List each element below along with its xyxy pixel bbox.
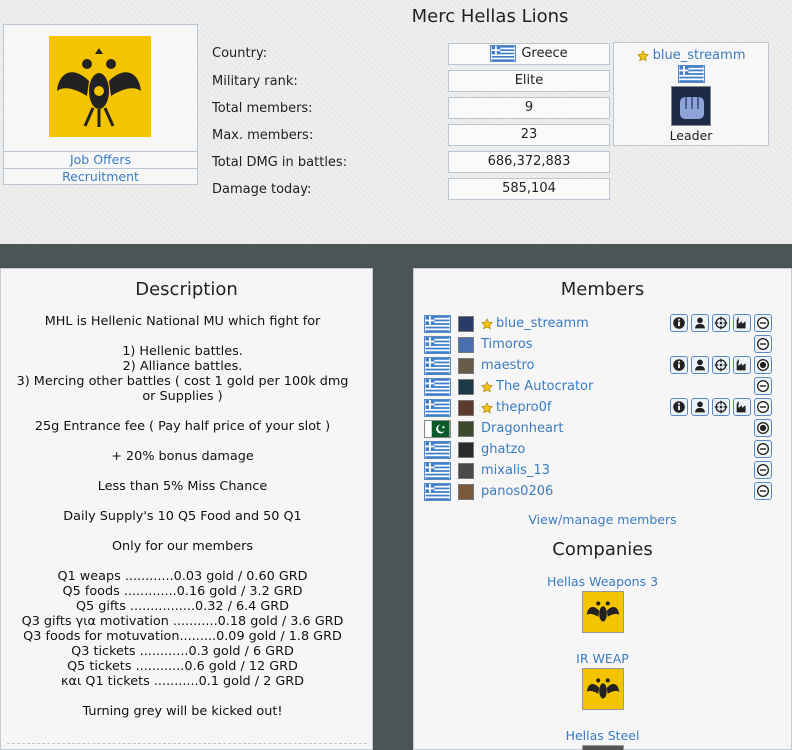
- member-row: [424, 419, 784, 440]
- unit-emblem-box: [3, 24, 198, 185]
- member-name-wrap: [481, 463, 550, 478]
- leader-card: [613, 42, 769, 146]
- company-logo[interactable]: [582, 591, 624, 633]
- country-name: Greece: [521, 46, 568, 61]
- remove-icon[interactable]: [754, 398, 772, 416]
- member-row: [424, 461, 784, 482]
- unit-emblem-image: [49, 36, 151, 137]
- fist-icon: [672, 87, 711, 126]
- factory-icon[interactable]: [733, 314, 751, 332]
- greece-flag-icon: [678, 65, 705, 83]
- stat-label-total-members: Total members:: [212, 101, 313, 116]
- factory-icon[interactable]: [733, 398, 751, 416]
- user-icon[interactable]: [691, 398, 709, 416]
- user-icon[interactable]: [691, 356, 709, 374]
- active-icon[interactable]: [754, 419, 772, 437]
- member-name-link[interactable]: thepro0f: [496, 400, 552, 415]
- recruitment-link[interactable]: Recruitment: [4, 168, 197, 185]
- companies-title: Companies: [552, 539, 653, 560]
- member-avatar[interactable]: [458, 337, 474, 353]
- user-icon[interactable]: [691, 314, 709, 332]
- stat-label-military-rank: Military rank:: [212, 74, 298, 89]
- member-row: [424, 440, 784, 461]
- company-name-link[interactable]: Hellas Steel: [565, 728, 640, 743]
- member-name-link[interactable]: The Autocrator: [496, 379, 594, 394]
- company-logo[interactable]: [582, 668, 624, 710]
- stat-value-max-members: 23: [448, 124, 610, 146]
- star-icon: [481, 402, 493, 414]
- greece-flag-icon: [490, 45, 516, 62]
- company-item: [414, 728, 791, 750]
- member-avatar[interactable]: [458, 379, 474, 395]
- company-logo[interactable]: [582, 745, 624, 750]
- member-row: [424, 482, 784, 503]
- greece-flag-icon: [424, 483, 451, 501]
- stat-value-damage-today: 585,104: [448, 178, 610, 200]
- double-headed-eagle-icon: [49, 36, 149, 136]
- description-divider: [7, 743, 367, 744]
- member-row: [424, 356, 784, 377]
- member-avatar[interactable]: [458, 316, 474, 332]
- remove-icon[interactable]: [754, 440, 772, 458]
- member-name-link[interactable]: Dragonheart: [481, 421, 564, 436]
- unit-title: Merc Hellas Lions: [411, 6, 569, 27]
- view-manage-members-link[interactable]: View/manage members: [528, 512, 677, 527]
- stat-value-military-rank: Elite: [448, 70, 610, 92]
- stat-label-country: Country:: [212, 46, 268, 61]
- stat-value-total-members: 9: [448, 97, 610, 119]
- description-title: Description: [135, 279, 238, 300]
- stat-label-total-dmg: Total DMG in battles:: [212, 155, 348, 170]
- member-avatar[interactable]: [458, 484, 474, 500]
- member-row: [424, 314, 784, 335]
- member-name-link[interactable]: panos0206: [481, 484, 554, 499]
- member-name-link[interactable]: ghatzo: [481, 442, 526, 457]
- member-avatar[interactable]: [458, 463, 474, 479]
- member-name-link[interactable]: blue_streamm: [496, 316, 589, 331]
- leader-name-link[interactable]: blue_streamm: [652, 48, 746, 63]
- member-avatar[interactable]: [458, 442, 474, 458]
- greece-flag-icon: [424, 357, 451, 375]
- member-row: [424, 335, 784, 356]
- remove-icon[interactable]: [754, 377, 772, 395]
- member-name-wrap: [481, 379, 593, 394]
- section-divider: [0, 244, 792, 268]
- leader-role-label: Leader: [669, 128, 713, 143]
- member-name-wrap: [481, 400, 551, 415]
- description-panel: [0, 268, 373, 750]
- member-avatar[interactable]: [458, 358, 474, 374]
- target-icon[interactable]: [712, 356, 730, 374]
- stat-label-max-members: Max. members:: [212, 128, 314, 143]
- members-panel: [413, 268, 792, 750]
- member-row: [424, 398, 784, 419]
- member-name-link[interactable]: maestro: [481, 358, 535, 373]
- star-icon: [637, 50, 649, 62]
- pakistan-flag-icon: [424, 420, 451, 438]
- member-name-wrap: [481, 358, 535, 373]
- greece-flag-icon: [424, 336, 451, 354]
- info-icon[interactable]: [670, 356, 688, 374]
- stat-value-country: [448, 43, 610, 65]
- member-name-link[interactable]: Timoros: [481, 337, 533, 352]
- column-divider: [373, 268, 413, 750]
- member-name-wrap: [481, 337, 533, 352]
- member-name-wrap: [481, 484, 553, 499]
- info-icon[interactable]: [670, 314, 688, 332]
- remove-icon[interactable]: [754, 482, 772, 500]
- company-item: [414, 651, 791, 713]
- member-name-wrap: [481, 421, 563, 436]
- member-avatar[interactable]: [458, 421, 474, 437]
- star-icon: [481, 381, 493, 393]
- member-name-wrap: [481, 442, 525, 457]
- target-icon[interactable]: [712, 398, 730, 416]
- info-icon[interactable]: [670, 398, 688, 416]
- star-icon: [481, 318, 493, 330]
- remove-icon[interactable]: [754, 461, 772, 479]
- job-offers-link[interactable]: Job Offers: [4, 151, 197, 168]
- active-icon[interactable]: [754, 356, 772, 374]
- member-avatar[interactable]: [458, 400, 474, 416]
- greece-flag-icon: [424, 441, 451, 459]
- stat-label-damage-today: Damage today:: [212, 182, 312, 197]
- greece-flag-icon: [424, 399, 451, 417]
- greece-flag-icon: [424, 315, 451, 333]
- greece-flag-icon: [424, 378, 451, 396]
- members-title: Members: [560, 279, 645, 300]
- company-item: [414, 574, 791, 636]
- stat-value-total-dmg: 686,372,883: [448, 151, 610, 173]
- greece-flag-icon: [424, 462, 451, 480]
- member-name-link[interactable]: mixalis_13: [481, 463, 550, 478]
- remove-icon[interactable]: [754, 335, 772, 353]
- company-name-link[interactable]: IR WEAP: [576, 651, 629, 666]
- target-icon[interactable]: [712, 314, 730, 332]
- member-row: [424, 377, 784, 398]
- remove-icon[interactable]: [754, 314, 772, 332]
- company-name-link[interactable]: Hellas Weapons 3: [546, 574, 659, 589]
- factory-icon[interactable]: [733, 356, 751, 374]
- description-text: MHL is Hellenic National MU which fight for 1) Hellenic battles. 2) Alliance battles. 3) Mercing other battles ( cost 1 gold per 100k dmg or Supplies ) 25g Entrance fee ( Pay half price of your slot ) + 20% bonus damage Less than 5% Miss Chance Daily Supply's 10 Q5 Food and 50 Q1 Only for our members Q1 weaps ............0.03 gold / 0.60 GRD Q5 foods .............0.16 gold / 3.2 GRD Q5 gifts ................0.32 / 6.4 GRD Q3 gifts για motivation ...........0.18 gold / 3.6 GRD Q3 foods for motuvation.........0.09 gold / 1.8 GRD Q3 tickets ............0.3 gold / 6 GRD Q5 tickets ............0.6 gold / 12 GRD και Q1 tickets ...........0.1 gold / 2 GRD Turning grey will be kicked out!: [16, 314, 349, 719]
- member-name-wrap: [481, 316, 589, 331]
- leader-avatar[interactable]: [671, 86, 711, 126]
